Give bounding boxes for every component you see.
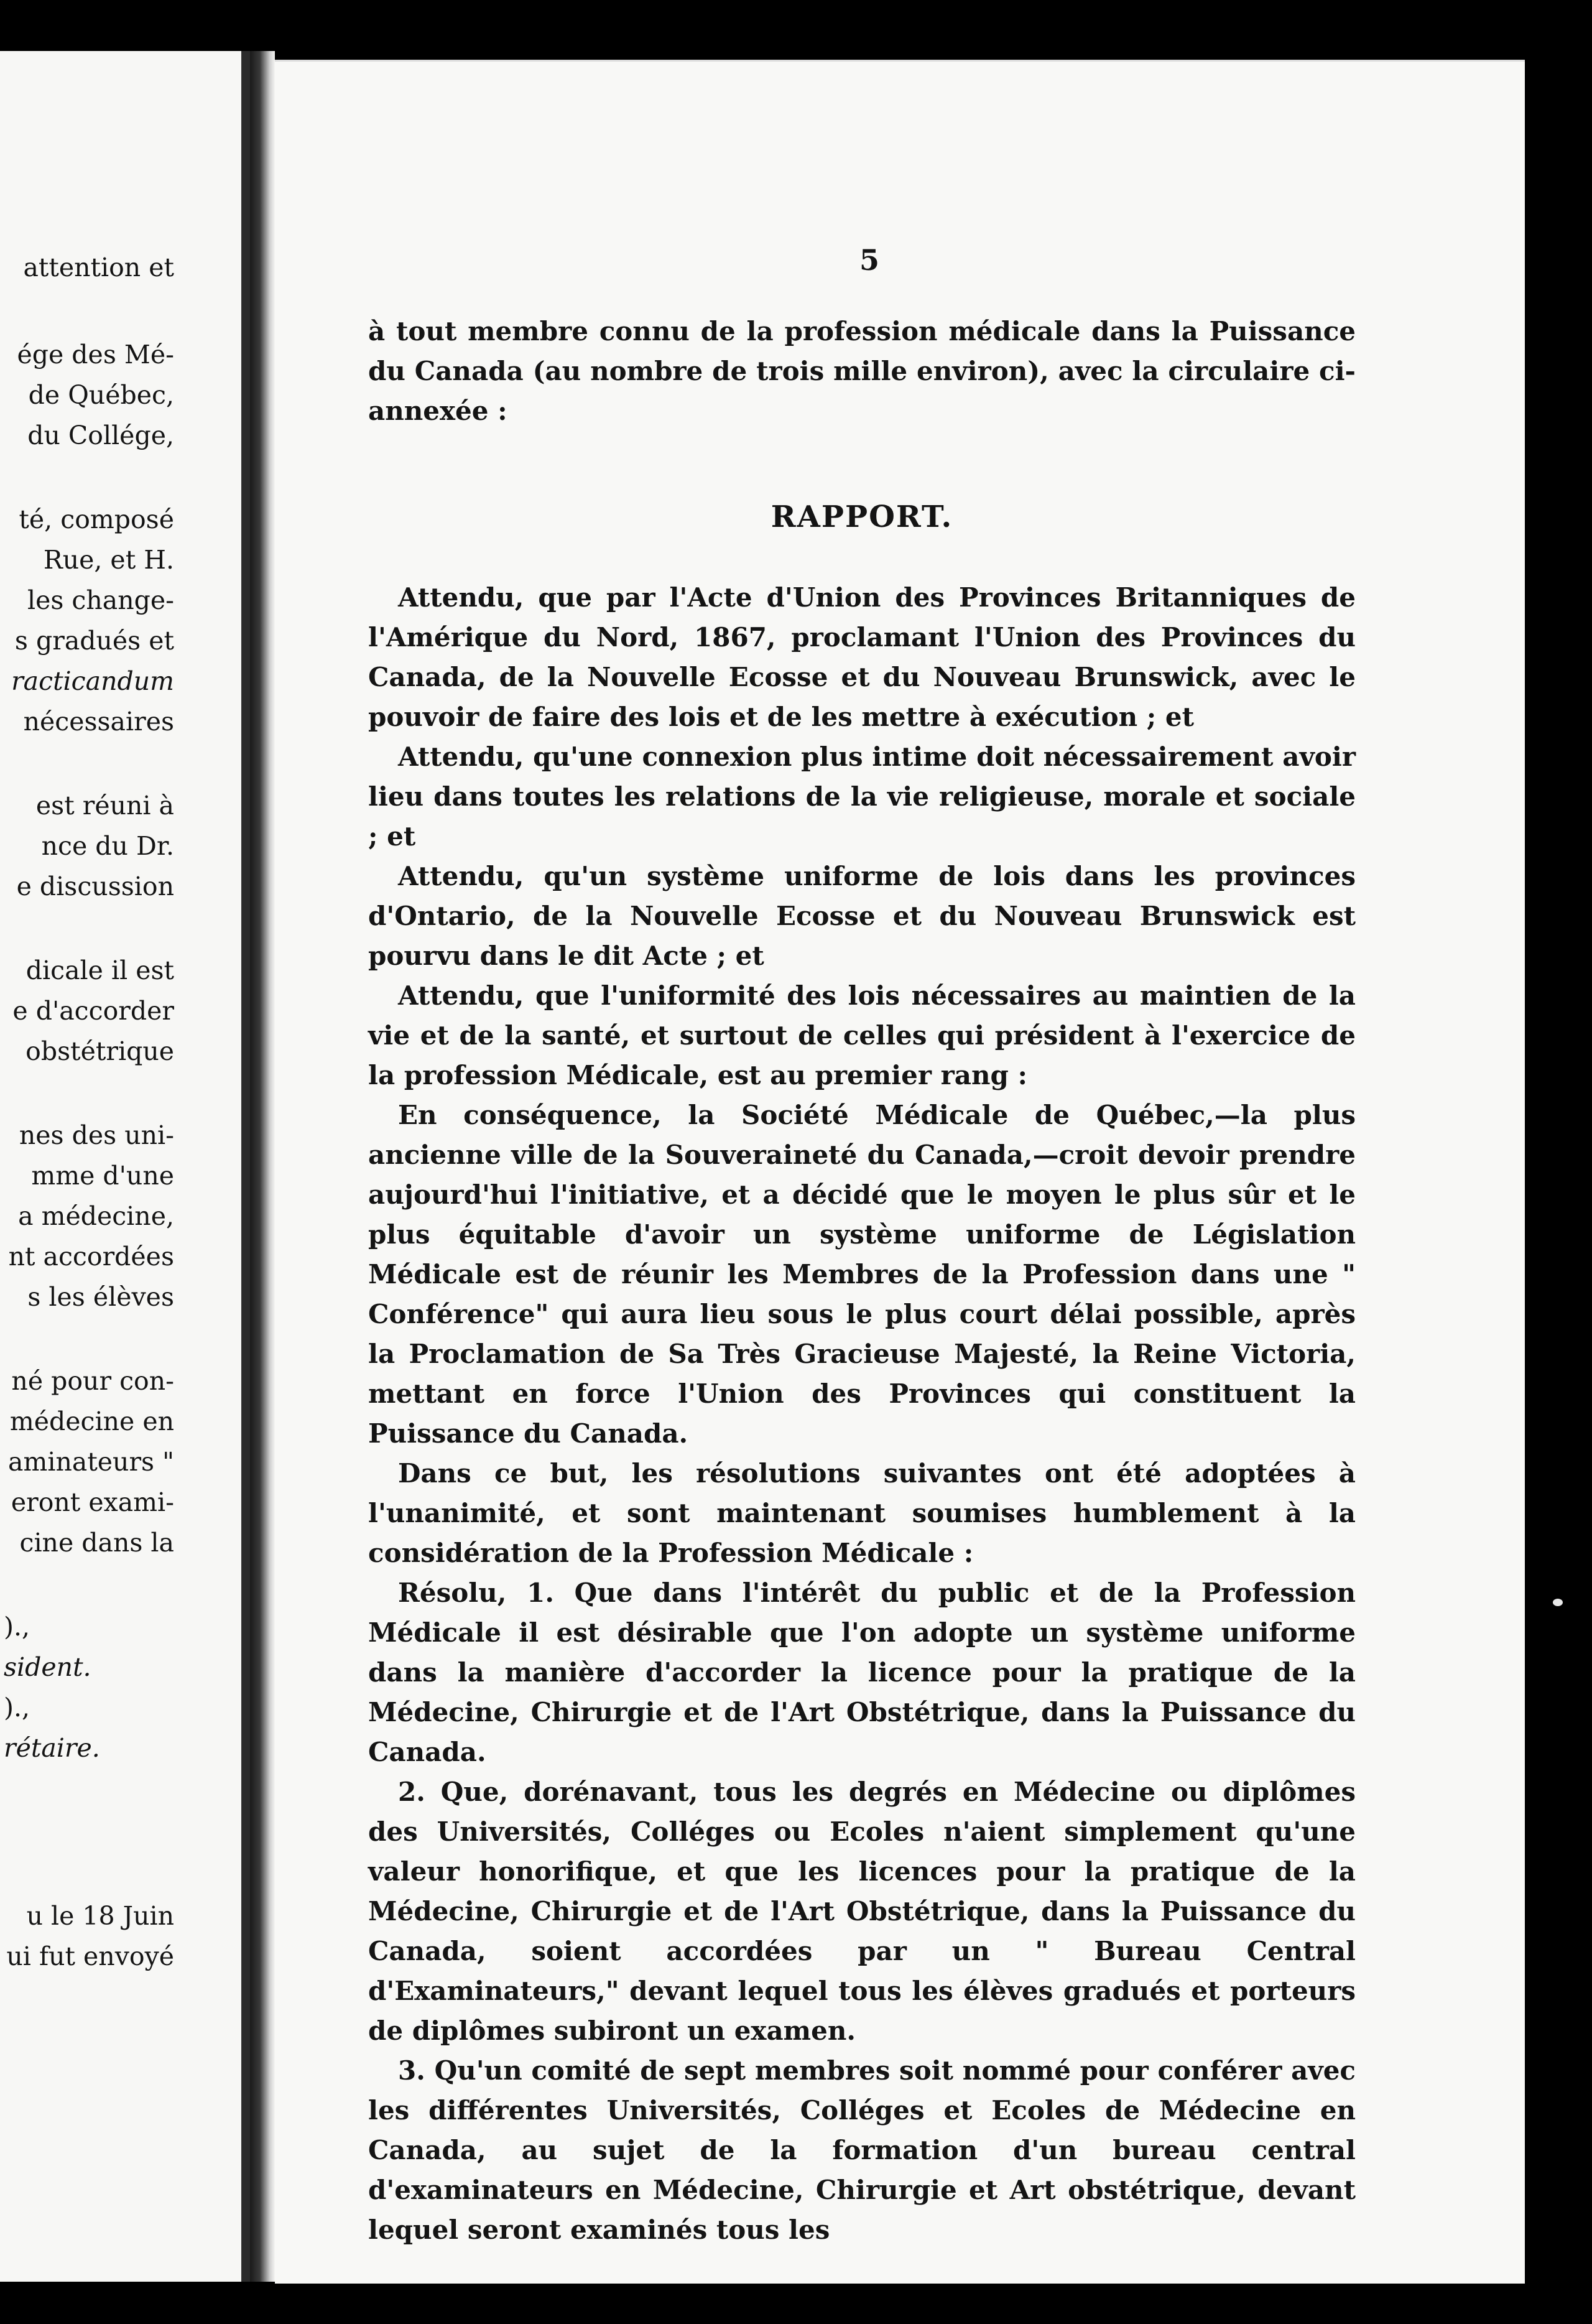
left-page-line: obstétrique (25, 1036, 174, 1066)
scan-border (1525, 51, 1592, 2282)
left-page-line: s gradués et (14, 626, 174, 656)
body-paragraph: 3. Qu'un comité de sept membres soit nommé pour conférer avec les différentes Universités, Colléges et Ecoles de Médecine en Canada, au sujet de la formation d'un bureau central d'examinateurs en Médecine, Chirurgie et Art obstétrique, devant lequel seront examinés tous les (368, 2055, 1356, 2245)
body-paragraph: En conséquence, la Société Médicale de Québec,—la plus ancienne ville de la Souveraineté du Canada,—croit devoir prendre aujourd'hui l'initiative, et a décidé que le moyen le plus sûr et le plus équitable d'avoir un système uniforme de Législation Médicale est de réunir les Membres de la Profession dans une " Conférence" qui aura lieu sous le plus court délai possible, après la Proclamation de Sa Très Gracieuse Majesté, la Reine Victoria, mettant en force l'Union des Provinces qui constituent la Puissance du Canada. (368, 1100, 1356, 1449)
previous-page-fragment (0, 51, 250, 2282)
left-page-line: racticandum (11, 666, 174, 696)
body-paragraph: Résolu, 1. Que dans l'intérêt du public et de la Profession Médicale il est désirable que l'on adopte un système uniforme dans la manière d'accorder la licence pour la pratique de la Médecine, Chirurgie et de l'Art Obstétrique, dans la Puissance du Canada. (368, 1578, 1356, 1767)
left-page-line: nécessaires (23, 707, 174, 737)
left-page-line: eront exami- (11, 1487, 174, 1517)
left-page-line: té, composé (19, 504, 174, 534)
scan-speck (1553, 1599, 1563, 1606)
body-paragraph: Attendu, qu'une connexion plus intime doit nécessairement avoir lieu dans toutes les relations de la vie religieuse, morale et sociale ; et (368, 741, 1356, 852)
body-paragraph: Attendu, que l'uniformité des lois nécessaires au maintien de la vie et de la santé, et surtout de celles qui président à l'exercice de la profession Médicale, est au premier rang : (368, 980, 1356, 1090)
left-page-line: sident. (4, 1652, 91, 1682)
left-page-line: les change- (27, 585, 174, 615)
left-page-line: Rue, et H. (43, 545, 174, 575)
body-paragraph: Attendu, qu'un système uniforme de lois dans les provinces d'Ontario, de la Nouvelle Ecosse et du Nouveau Brunswick est pourvu dans le dit Acte ; et (368, 861, 1356, 971)
left-page-line: nt accordées (8, 1242, 174, 1271)
left-page-line: ui fut envoyé (6, 1941, 174, 1971)
left-page-line: est réuni à (35, 791, 174, 820)
left-page-line: a médecine, (18, 1201, 174, 1231)
left-page-line: s les élèves (27, 1282, 174, 1312)
left-page-line: )., (4, 1693, 30, 1722)
left-page-line: nce du Dr. (41, 831, 174, 861)
body-paragraph: 2. Que, dorénavant, tous les degrés en Médecine ou diplômes des Universités, Colléges ou Ecoles n'aient simplement qu'une valeur honorifique, et que les licences pour la pratique de la Médecine, Chirurgie et de l'Art Obstétrique, dans la Puissance du Canada, soient accordées par un " Bureau Central d'Examinateurs," devant lequel tous les élèves gradués et porteurs de diplômes subiront un examen. (368, 1777, 1356, 2046)
left-page-line: ége des Mé- (17, 340, 174, 370)
left-page-line: nes des uni- (19, 1120, 174, 1150)
left-page-line: e discussion (16, 872, 174, 901)
body-paragraph: Dans ce but, les résolutions suivantes ont été adoptées à l'unanimité, et sont maintenant soumises humblement à la considération de la Profession Médicale : (368, 1458, 1356, 1568)
left-page-line: né pour con- (11, 1366, 174, 1396)
left-page-line: dicale il est (25, 955, 174, 985)
intro-paragraph: à tout membre connu de la profession médicale dans la Puissance du Canada (au nombre de trois mille environ), avec la circulaire ci-annexée : (368, 316, 1356, 426)
paragraph-list (368, 578, 1356, 2250)
left-page-line: médecine en (9, 1406, 174, 1436)
left-page-line: du Collége, (27, 421, 174, 450)
document-page (275, 60, 1525, 2284)
left-page-line: mme d'une (31, 1161, 174, 1191)
left-page-line: cine dans la (19, 1528, 174, 1558)
book-gutter (250, 51, 275, 2282)
page-body (368, 312, 1356, 2250)
left-page-line: de Québec, (28, 380, 174, 410)
page-number: 5 (859, 243, 880, 277)
left-page-line: attention et (23, 253, 174, 282)
section-heading: RAPPORT. (771, 500, 953, 534)
left-page-line: )., (4, 1612, 30, 1642)
left-page-line: rétaire. (4, 1733, 100, 1763)
left-page-line: aminateurs " (8, 1447, 174, 1477)
left-page-line: u le 18 Juin (26, 1901, 174, 1931)
body-paragraph: Attendu, que par l'Acte d'Union des Provinces Britanniques de l'Amérique du Nord, 1867, proclamant l'Union des Provinces du Canada, de la Nouvelle Ecosse et du Nouveau Brunswick, avec le pouvoir de faire des lois et de les mettre à exécution ; et (368, 582, 1356, 732)
left-page-line: e d'accorder (12, 996, 174, 1026)
